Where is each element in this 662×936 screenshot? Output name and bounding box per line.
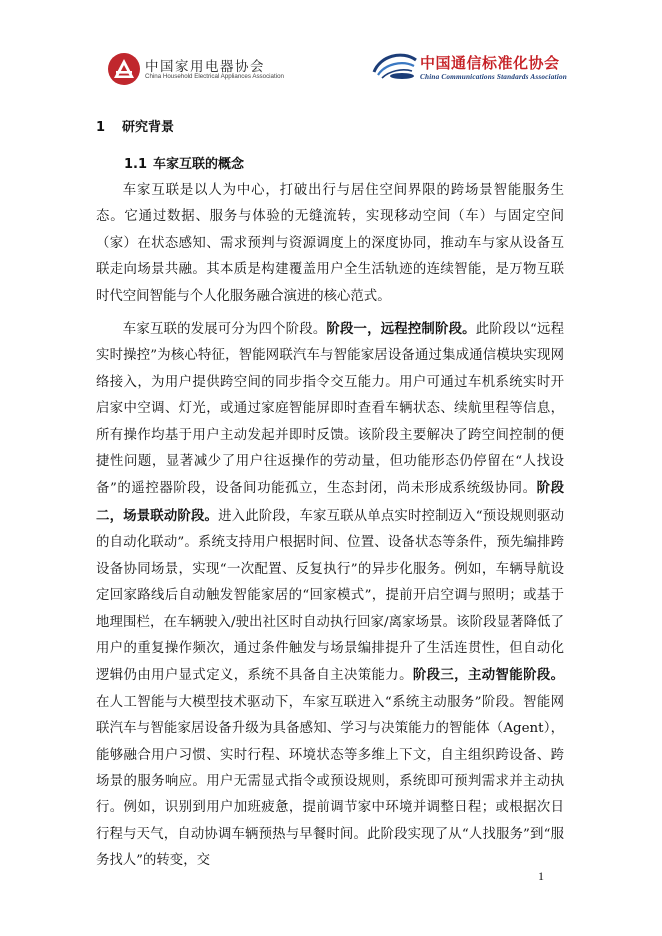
subsection-number: 1.1: [124, 157, 148, 172]
page-number: 1: [538, 869, 544, 883]
stage3-title: 阶段三，主动智能阶段。: [412, 667, 565, 684]
stage1-text: 此阶段以“远程实时操控”为核心特征，智能网联汽车与智能家居设备通过集成通信模块实现网络接入，为用户提供跨空间的同步指令交互能力。用户可通过车机系统实时开启家中空调、灯光，或通过家庭智能屏即时查看车辆状态、续航里程等信息，所有操作均基于用户主动发起并即时反馈。该阶段主要解决了跨空间控制的便捷性问题，显著减少了用户往返操作的劳动量，但功能形态仍停留在“人找设备”的遥控器阶段，设备间功能孤立，生态封闭，尚未形成系统级协同。: [96, 322, 565, 497]
cheaa-emblem-icon: [107, 52, 141, 86]
cheaa-name-cn: 中国家用电器协会: [145, 59, 265, 75]
subsection-heading: [124, 153, 564, 172]
ccsa-logo: [372, 50, 572, 90]
stage1-title: 阶段一，远程控制阶段。: [326, 321, 476, 338]
ccsa-name-en: China Communications Standards Association: [420, 73, 567, 81]
ccsa-emblem-icon: [372, 52, 418, 84]
cheaa-logo: [107, 52, 307, 86]
subsection-title: 车家互联的概念: [153, 157, 245, 172]
section-title: 研究背景: [122, 120, 175, 135]
section-heading: [96, 116, 564, 135]
ccsa-name-cn: 中国通信标准化协会: [420, 54, 560, 72]
stages-intro: 车家互联的发展可分为四个阶段。: [122, 322, 327, 338]
section-number: 1: [96, 120, 106, 135]
cheaa-name-en: China Household Electrical Appliances Association: [145, 73, 284, 80]
stage2-title: 阶段二，场景联动阶段。: [96, 480, 565, 524]
paragraph-stages: [96, 316, 564, 875]
stage3-text: 在人工智能与大模型技术驱动下，车家互联进入“系统主动服务”阶段。智能网联汽车与智能家居设备升级为具备感知、学习与决策能力的智能体（Agent），能够融合用户习惯、实时行程、环境状态等多维上下文，自主组织跨设备、跨场景的服务响应。用户无需显式指令或预设规则，系统即可预判需求并主动执行。例如，识别到用户加班疲惫，提前调节家中环境并调整日程；或根据次日行程与天气，自动协调车辆预热与早餐时间。此阶段实现了从“人找服务”到“服务找人”的转变，交: [96, 694, 564, 869]
paragraph-concept: 车家互联是以人为中心，打破出行与居住空间界限的跨场景智能服务生态。它通过数据、服务与体验的无缝流转，实现移动空间（车）与固定空间（家）在状态感知、需求预判与资源调度上的深度协同，推动车与家从设备互联走向场景共融。其本质是构建覆盖用户全生活轨迹的连续智能，是万物互联时代空间智能与个人化服务融合演进的核心范式。: [96, 183, 564, 304]
stage2-text: 进入此阶段，车家互联从单点实时控制迈入“预设规则驱动的自动化联动”。系统支持用户根据时间、位置、设备状态等条件，预先编排跨设备协同场景，实现“一次配置、反复执行”的异步化服务。例如，车辆导航设定回家路线后自动触发智能家居的“回家模式”，提前开启空调与照明；或基于地理围栏，在车辆驶入/驶出社区时自动执行回家/离家场景。该阶段显著降低了用户的重复操作频次，通过条件触发与场景编排提升了生活连贯性，但自动化逻辑仍由用户显式定义，系统不具备自主决策能力。: [96, 508, 564, 684]
document-body: [96, 116, 564, 875]
page-header: [0, 0, 662, 100]
